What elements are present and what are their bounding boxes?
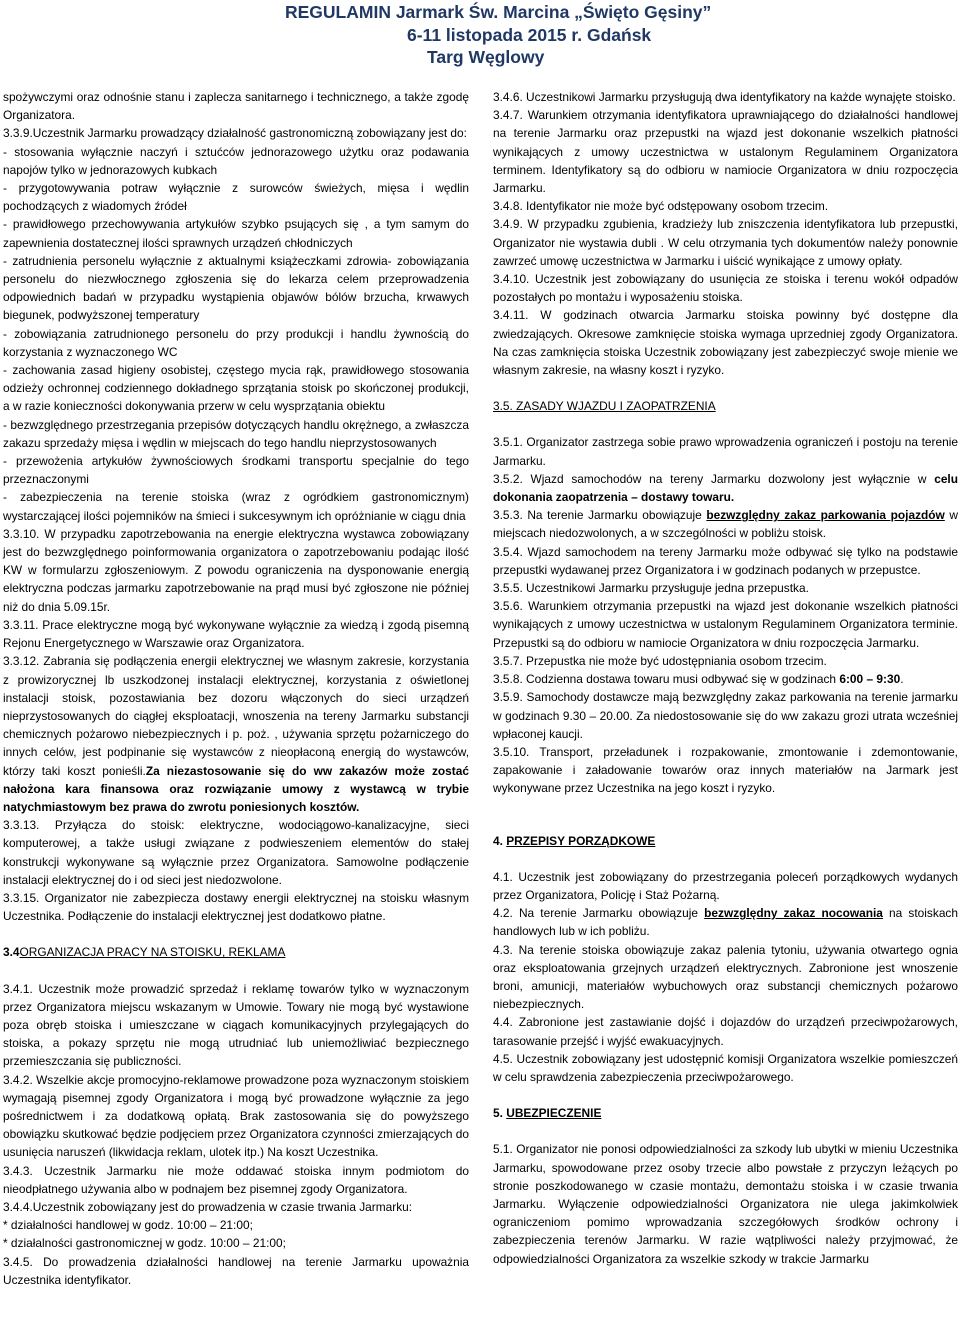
paragraph-3-5-9: 3.5.9. Samochody dostawcze mają bezwzględny zakaz parkowania na terenie jarmarku w godzinach 9.30 – 20.00. Za niedostosowanie się do ww zakazu grozi utrata wcześniej wpłaconej kaucji. (493, 690, 958, 741)
spacer (493, 1122, 958, 1140)
section-number: 3.4 (3, 945, 20, 960)
paragraph-5-1: 5.1. Organizator nie ponosi odpowiedzialności za szkody lub ubytki w mieniu Uczestnika Jarmarku, spowodowane przez osoby trzecie albo powstałe z przyczyn leżących po stronie poszkodowanego w czasie montażu, demontażu stoiska i w czasie trwania Jarmarku. Wyłączenie odpowiedzialności Organizatora nie ulega jakimkolwiek ograniczeniom pomimo wprowadzania szczegółowych środków ochrony i zabezpieczenia terenów Jarmarku. W razie wątpliwości należy przyjmować, że odpowiedzialności Organizatora za wszelkie szkody w trakcie Jarmarku (493, 1142, 958, 1266)
list-item: - stosowania wyłącznie naczyń i sztućców jednorazowego użytku oraz podawania napojów tylko w jednorazowych kubkach (3, 144, 469, 177)
paragraph-3-4-8: 3.4.8. Identyfikator nie może być odstępowany osobom trzecim. (493, 199, 829, 214)
spacer (493, 415, 958, 433)
paragraph-3-3-12 (3, 652, 469, 816)
paragraph-3-4-4: 3.4.4.Uczestnik zobowiązany jest do prowadzenia w czasie trwania Jarmarku: (3, 1199, 413, 1214)
emphasis-text: 6:00 – 9:30 (839, 672, 901, 687)
list-item: - bezwzględnego przestrzegania przepisów dotyczących handlu okrężnego, a zwłaszcza zakazu sprzedaży mięsa i wędlin w miejscach do tego handlu nieprzystosowanych (3, 417, 469, 450)
section-title: 3.5. ZASADY WJAZDU I ZAOPATRZENIA (493, 399, 716, 414)
list-item: - zatrudnienia personelu wyłącznie z aktualnymi książeczkami zdrowia- zobowiązania personelu do niezwłocznego zgłoszenia się do lekarza celem przeprowadzenia odpowiednich badań w przypadku wystąpienia objawów bólów brzucha, krwawych biegunek, podwyższonej temperatury (3, 253, 469, 323)
spacer (3, 925, 469, 943)
list-item: - zabezpieczenia na terenie stoiska (wraz z ogródkiem gastronomicznym) wystarczającej ilości pojemników na śmieci i sukcesywnym ich opróżnianie w ciągu dnia (3, 490, 469, 523)
paragraph-3-4-2: 3.4.2. Wszelkie akcje promocyjno-reklamowe prowadzone poza wyznaczonym stoiskiem wymagają pisemnej zgody Organizatora i mogą być prowadzone wyłącznie za jego pośrednictwem i za dodatkową opłatą. Brak zastosowania się do powyższego obowiązku skutkować będzie podjęciem przez Organizatora czynności zmierzających do usunięcia naruszeń (likwidacja reklam, ulotek itp.) Na koszt Uczestnika. (3, 1072, 469, 1160)
paragraph-3-5-6: 3.5.6. Warunkiem otrzymania przepustki na wjazd jest dokonanie wszelkich płatności wynikających z umowy uczestnictwa w ustalonym Regulaminem Organizatora terminie. Przepustki są do odbioru w namiocie Organizatora w dniu rozpoczęcia Jarmarku. (493, 599, 958, 650)
paragraph-3-5-2 (493, 470, 958, 506)
paragraph-3-3-9: 3.3.9.Uczestnik Jarmarku prowadzący działalność gastronomiczną zobowiązany jest do: (3, 126, 467, 141)
spacer (493, 1086, 958, 1104)
event-dates: 6-11 listopada 2015 r. Gdańsk (407, 25, 652, 45)
paragraph-4-4: 4.4. Zabronione jest zastawianie dojść i dojazdów do urządzeń przeciwpożarowych, tarasowanie przejść i wyjść ewakuacyjnych. (493, 1015, 958, 1048)
section-number: 4. (493, 833, 503, 848)
paragraph-4-2 (493, 904, 958, 940)
paragraph-3-4-11: 3.4.11. W godzinach otwarcia Jarmarku stoiska powinny być dostępne dla zwiedzających. Okresowe zamknięcie stoiska wymaga uprzedniej zgody Organizatora. Na czas zamknięcia stoiska Uczestnik zobowiązany jest zabezpieczyć swoje mienie we własnym zakresie, na własny koszt i ryzyko. (493, 308, 958, 378)
paragraph-text: 3.5.3. Na terenie Jarmarku obowiązuje (493, 508, 707, 523)
section-number: 5. (493, 1106, 503, 1121)
paragraph-3-4-9: 3.4.9. W przypadku zgubienia, kradzieży lub zniszczenia identyfikatora lub przepustki, Organizator nie wystawia dubli . W celu otrzymania tych dokumentów należy ponownie zawrzeć umowę uczestnictwa w Jarmarku i uiścić wynikające z umowy opłaty. (493, 217, 958, 268)
section-title: UBEZPIECZENIE (506, 1106, 602, 1121)
paragraph-3-4-3: 3.4.3. Uczestnik Jarmarku nie może oddawać stoiska innym podmiotom do nieodpłatnego używania albo w podnajem bez pisemnej zgody Organizatora. (3, 1163, 469, 1196)
paragraph-text: 4.2. Na terenie Jarmarku obowiązuje (493, 906, 705, 921)
list-item: - przewożenia artykułów żywnościowych środkami transportu specjalnie do tego przeznaczonymi (3, 454, 469, 487)
paragraph-text: w miejscach niedozwolonych, a w szczególności w pobliżu stoisk. (493, 508, 958, 541)
paragraph-3-3-10: 3.3.10. W przypadku zapotrzebowania na energie elektryczna wystawca zobowiązany jest do bezwzględnego poinformowania organizatora o zapotrzebowaniu podając ilość KW w formularzu zgłoszeniowym. Z powodu ograniczenia na dysponowanie energią elektryczna podczas jarmarku zapotrzebowanie na prąd musi być zgłoszone nie później niż do dnia 5.09.15r. (3, 526, 469, 614)
paragraph-4-1: 4.1. Uczestnik jest zobowiązany do przestrzegania poleceń porządkowych wydanych przez Organizatora, Policję i Staż Pożarną. (493, 869, 958, 902)
paragraph-text: 3.3.12. Zabrania się podłączenia energii elektrycznej we własnym zakresie, korzystania z prowizorycznej lb uszkodzonej instalacji elektrycznej, korzystania z oświetlonej instalacji stoisk, pozostawiania bez dozoru włączonych do sieci urządzeń nieprzystosowanych do ciągłej eksploatacji, wnoszenia na tereny Jarmarku substancji chemicznych pożarowo niebezpiecznych i p. poż. , używania sprzętu pożarniczego do innych celów, jest podpinanie się wystawców z nieopłaconą energią do wystawców, którzy taki koszt ponieśli. (3, 654, 469, 778)
section-title: ORGANIZACJA PRACY NA STOISKU, REKLAMA (19, 945, 286, 960)
list-item: - zobowiązania zatrudnionego personelu do przy produkcji i handlu żywnością do korzystania z wyznaczonego WC (3, 326, 469, 359)
emphasis-text: bezwzględny zakaz nocowania (704, 906, 883, 921)
document-title: REGULAMIN Jarmark Św. Marcina „Święto Gęsiny” (285, 2, 712, 22)
paragraph-3-3-11: 3.3.11. Prace elektryczne mogą być wykonywane wyłącznie za wiedzą i zgodą pisemną Rejonu Energetycznego w Warszawie oraz Organizatora. (3, 617, 469, 651)
paragraph-3-4-6: 3.4.6. Uczestnikowi Jarmarku przysługują dwa identyfikatory na każde wynajęte stoisko. (493, 90, 956, 104)
paragraph-3-5-3 (493, 506, 958, 542)
paragraph-text: 3.5.2. Wjazd samochodów na tereny Jarmarku dozwolony jest wyłącznie w (493, 471, 927, 486)
list-item: * działalności handlowej w godz. 10:00 – 21:00; (3, 1218, 253, 1233)
paragraph-3-5-8 (493, 670, 958, 688)
spacer (3, 962, 469, 980)
paragraph-3-4-1: 3.4.1. Uczestnik może prowadzić sprzedaż i reklamę towarów tylko w wyznaczonym przez Organizatora miejscu wskazanym w Umowie. Towary nie mogą być wystawione poza obręb stoiska i umieszczane w ciągach komunikacyjnych przylegających do stoiska, a pokazy sprzętu nie mogą utrudniać lub uniemożliwiać bezpiecznego przemieszczania się publiczności. (3, 981, 469, 1069)
list-item: * działalności gastronomicznej w godz. 10:00 – 21:00; (3, 1236, 286, 1251)
paragraph-3-5-1: 3.5.1. Organizator zastrzega sobie prawo wprowadzenia ograniczeń i postoju na terenie Jarmarku. (493, 435, 958, 468)
paragraph-3-5-5: 3.5.5. Uczestnikowi Jarmarku przysługuje jedna przepustka. (493, 581, 809, 596)
list-item: - przygotowywania potraw wyłącznie z surowców świeżych, mięsa i wędlin pochodzących z wiadomych źródeł (3, 181, 469, 214)
paragraph-3-5-10: 3.5.10. Transport, przeładunek i rozpakowanie, zmontowanie i zdemontowanie, zapakowanie i załadowanie towarów oraz innych materiałów na Jarmark jest wykonywane przez Uczestnika na jego koszt i ryzyko. (493, 744, 958, 796)
spacer (493, 850, 958, 868)
section-heading-4 (493, 832, 958, 850)
section-heading-5 (493, 1104, 958, 1122)
paragraph-3-4-5: 3.4.5. Do prowadzenia działalności handlowej na terenie Jarmarku upoważnia Uczestnika identyfikator. (3, 1254, 469, 1287)
paragraph-text: na stoiskach handlowych lub w ich pobliżu. (493, 906, 958, 939)
paragraph-4-3: 4.3. Na terenie stoiska obowiązuje zakaz palenia tytoniu, używania otwartego ognia oraz eksploatowania grzejnych urządzeń elektrycznych. Zabronione jest wnoszenie broni, amunicji, materiałów wybuchowych oraz substancji chemicznych pożarowo niebezpiecznych. (493, 942, 958, 1012)
right-column (493, 88, 958, 1268)
section-title: PRZEPISY PORZĄDKOWE (506, 833, 656, 848)
spacer (493, 798, 958, 816)
paragraph: spożywczymi oraz odnośnie stanu i zaplecza sanitarnego i technicznego, a także zgodę Organizatora. (3, 90, 469, 123)
emphasis-text: bezwzględny zakaz parkowania pojazdów (706, 508, 945, 523)
event-location: Targ Węglowy (427, 47, 545, 67)
section-heading-3-4 (3, 943, 469, 961)
paragraph-3-4-10: 3.4.10. Uczestnik jest zobowiązany do usunięcia ze stoiska i terenu wokół odpadów pozostałych po montażu i wyposażeniu stoiska. (493, 272, 958, 305)
list-item: - zachowania zasad higieny osobistej, częstego mycia rąk, prawidłowego stosowania odzieży ochronnej codziennego dokładnego sprzątania stoisk po skończonej produkcji, a w razie konieczności dokonywania przerw w celu wysprzątania obiektu (3, 363, 469, 414)
section-heading-3-5 (493, 397, 958, 415)
penalty-notice: Za niezastosowanie się do ww zakazów może zostać nałożona kara finansowa oraz rozwiązanie umowy z wystawcą w trybie natychmiastowym bez prawa do zwrotu poniesionych kosztów. (3, 763, 469, 814)
paragraph-text: 3.5.8. Codzienna dostawa towaru musi odbywać się w godzinach (493, 672, 840, 687)
paragraph-3-3-15: 3.3.15. Organizator nie zabezpiecza dostawy energii elektrycznej na stoisku własnym Uczestnika. Podłączenie do instalacji elektrycznej jest dodatkowo płatne. (3, 890, 469, 924)
paragraph-3-3-13: 3.3.13. Przyłącza do stoisk: elektryczne, wodociągowo-kanalizacyjne, sieci komputerowej, a także usługi związane z podwieszeniem elementów do stałej konstrukcji wykonywane są wyłącznie przez Organizatora. Samowolne podłączenie instalacji elektrycznej do i od sieci jest niedozwolone. (3, 818, 469, 887)
paragraph-4-5: 4.5. Uczestnik zobowiązany jest udostępnić komisji Organizatora wszelkie pomieszczeń w celu sprawdzenia zabezpieczenia przeciwpożarowego. (493, 1051, 958, 1084)
spacer (493, 379, 958, 397)
paragraph-text: . (900, 672, 904, 687)
left-column (3, 88, 469, 1289)
paragraph-3-5-4: 3.5.4. Wjazd samochodem na tereny Jarmarku może odbywać się tylko na podstawie przepustki wydawanej przez Organizatora i w godzinach podanych w przepustce. (493, 544, 958, 577)
emphasis-text: celu dokonania zaopatrzenia – dostawy towaru. (493, 471, 958, 505)
paragraph-3-4-7: 3.4.7. Warunkiem otrzymania identyfikatora uprawniającego do działalności handlowej na terenie Jarmarku oraz przepustki na wjazd jest dokonanie wszelkich płatności wynikających z umowy uczestnictwa w ustalonym Regulaminem Organizatora terminem. Identyfikatory są do odbioru w namiocie Organizatora w dniu rozpoczęcia Jarmarku. (493, 108, 958, 196)
list-item: - prawidłowego przechowywania artykułów szybko psujących się , a tym samym do zapewnienia dostatecznej ilości sprawnych urządzeń chłodniczych (3, 217, 469, 250)
paragraph-3-5-7: 3.5.7. Przepustka nie może być udostępniania osobom trzecim. (493, 653, 827, 668)
spacer (493, 816, 958, 832)
